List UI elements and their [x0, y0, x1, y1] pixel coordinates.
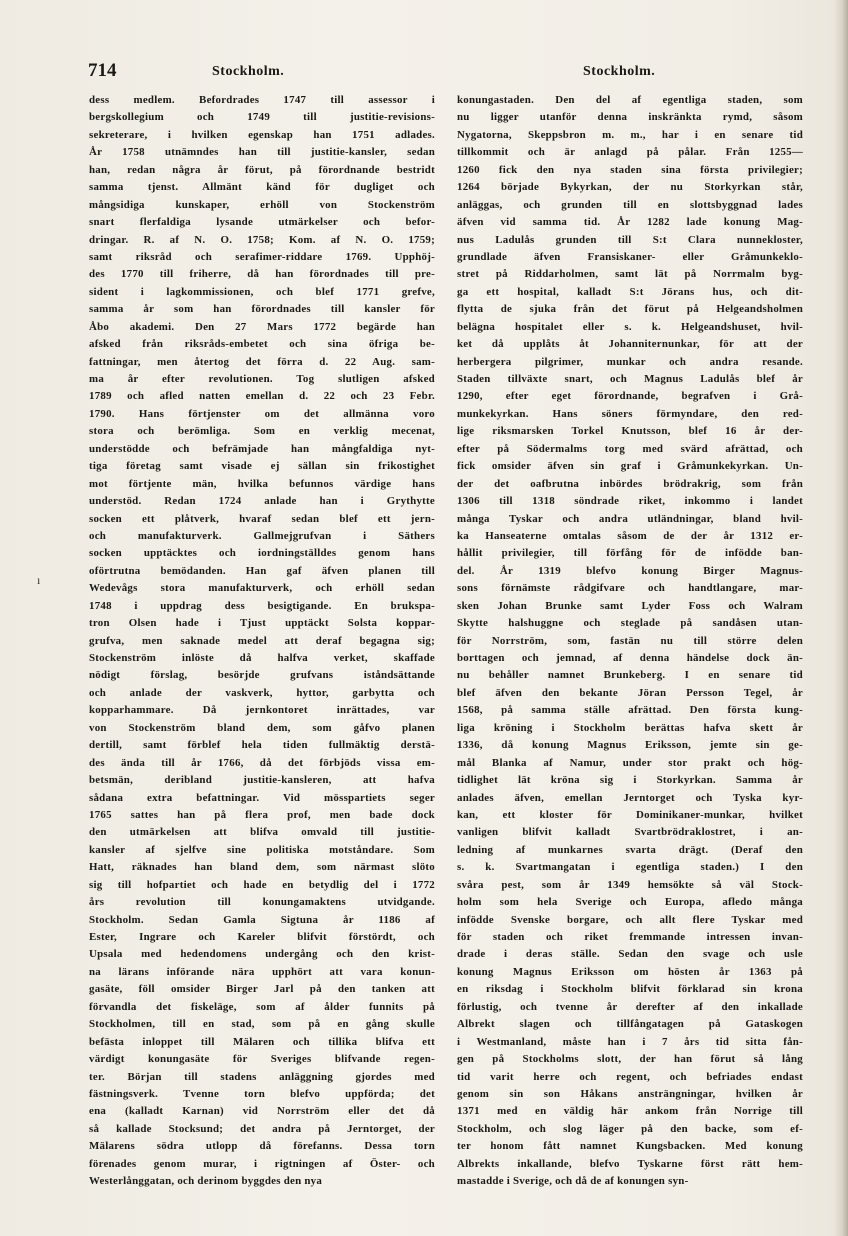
text-line: ka Hanseaterne omtalas såsom de der år 1312 er-: [457, 529, 803, 542]
text-line: anlades äfven, emellan Jerntorget och Tyska kyr-: [457, 791, 803, 804]
text-line: konung Magnus Eriksson om hösten år 1363 på: [457, 965, 803, 978]
text-line: socken ett plåtverk, hvaraf sedan blef ett jern-: [89, 512, 435, 525]
text-line: ledning af munkarnes svarta drägt. (Deraf den: [457, 843, 803, 856]
text-line: Hatt, räknades han bland dem, som närmast slöto: [89, 861, 435, 874]
text-line: 1336, då konung Magnus Eriksson, jemte sin ge-: [457, 739, 803, 752]
text-line: von Stockenström bland dem, som gåfvo planen: [89, 721, 435, 734]
text-line: hållit privilegier, till förfång för de infödde ban-: [457, 547, 803, 560]
text-line: nödigt förslag, besörjde grufvans iståndsättande: [89, 669, 435, 682]
text-line: mångsidiga kunskaper, erhöll von Stockenström: [89, 198, 435, 211]
text-line: samma tjenst. Allmänt känd för dugliget och: [89, 181, 435, 194]
text-line: sons förnämste rådgifvare och handtlangare, mar-: [457, 582, 803, 595]
text-line: betsmän, deribland justitie-kansleren, att hafva: [89, 774, 435, 787]
text-line: samma år som han förordnades till kansler för: [89, 303, 435, 316]
text-line: svåra pest, som år 1349 hemsökte så väl Stock-: [457, 878, 803, 891]
text-line: 1790. Hans förtjenster om det allmänna voro: [89, 407, 435, 420]
text-line: tron Olsen hade i Tjust upptäckt Solsta koppar-: [89, 617, 435, 630]
text-line: kopparhammare. Då jernkontoret inrättades, var: [89, 704, 435, 717]
text-line: 1260 fick den nya staden sina första privilegier;: [457, 163, 803, 176]
text-line: understödde och befrämjade han mångfaldiga nyt-: [89, 442, 435, 455]
text-line: sken Johan Brunke samt Lyder Foss och Walram: [457, 599, 803, 612]
text-line: gasäte, föll omsider Birger Jarl på den tanken att: [89, 983, 435, 996]
text-line: många Tyskar och andra utländningar, bland hvil-: [457, 512, 803, 525]
text-line: blef äfven den bekante Jöran Persson Tegel, år: [457, 686, 803, 699]
text-line: liga kröning i Stockholm berättas hafva skett år: [457, 721, 803, 734]
text-line: grundlade äfven Fransiskaner- eller Gråmunkeklo-: [457, 250, 803, 263]
text-line: genom sin son Håkans ansträngningar, hvilken år: [457, 1087, 803, 1100]
text-line: befästa inloppet till Mälaren och tillika blifva ett: [89, 1035, 435, 1048]
text-line: munkekyrkan. Hans söners förmyndare, den red-: [457, 407, 803, 420]
text-line: stret på Riddarholmen, samt lät på Norrmalm byg-: [457, 268, 803, 281]
text-line: nu behåller namnet Brunkeberg. I en senare tid: [457, 669, 803, 682]
text-line: Albrekts inkallande, blefvo Tyskarne först rätt hem-: [457, 1157, 803, 1170]
text-line: understöd. Redan 1724 anlade han i Grythytte: [89, 495, 435, 508]
left-column: [89, 92, 435, 1191]
text-line: sekreterare, i hvilken egenskap han 1751 adlades.: [89, 128, 435, 141]
text-line: Upsala med hedendomens undergång och den krist-: [89, 948, 435, 961]
text-line: års revolution till konungamaktens utvidgande.: [89, 896, 435, 909]
page-number: 714: [88, 60, 117, 81]
text-line: förvandla det fiskeläge, som af ålder funnits på: [89, 1000, 435, 1013]
text-line: belägna hospitalet eller s. k. Helgeandshuset, hvil-: [457, 320, 803, 333]
text-line: sådana extra befattningar. Vid mösspartiets seger: [89, 791, 435, 804]
text-line: för staden och riket fremmande intressen invan-: [457, 931, 803, 943]
text-line: dess medlem. Befordrades 1747 till assessor i: [89, 94, 435, 106]
text-line: 1306 till 1318 söndrade riket, inkommo i landet: [457, 495, 803, 508]
text-line: grufva, men saknade medel att deraf begagna sig;: [89, 634, 435, 647]
text-line: herbergera pilgrimer, munkar och andra resande.: [457, 355, 803, 368]
text-line: Stockenström inlöste då halfva verket, skaffade: [89, 652, 435, 664]
text-line: bergskollegium och 1749 till justitie-revisions-: [89, 111, 435, 124]
text-line: ket då upplåts åt Johanniternunkar, för att der: [457, 338, 803, 351]
text-line: Mälarens södra utlopp då förefanns. Dessa torn: [89, 1140, 435, 1153]
text-line: nus Ladulås grunden till S:t Clara nunnekloster,: [457, 233, 803, 246]
text-line: tidlighet lät kröna sig i Storkyrkan. Samma år: [457, 774, 803, 787]
text-line: fick omsider äfven sin graf i Gråmunkekyrkan. Un-: [457, 460, 803, 473]
text-line: kansler af sjelfve sine politiska motståndare. Som: [89, 843, 435, 856]
text-line: och manufakturverk. Gallmejgrufvan i Säthers: [89, 529, 435, 542]
text-line: i Westmanland, måste han i 7 års tid sitta fån-: [457, 1035, 803, 1048]
text-line: 1748 i uppdrag dess besigtigande. En brukspa-: [89, 599, 435, 612]
text-line: äfven vid samma tid. År 1282 lade konung Mag-: [457, 216, 803, 229]
text-line: afsked från riksråds-embetet och sina öfriga be-: [89, 338, 435, 351]
text-line: 1568, på samma ställe afrättad. Den första kung-: [457, 704, 803, 717]
text-line: förlustig, och tvenne år derefter af den inkallade: [457, 1000, 803, 1013]
text-line: Stockholm, och slog läger på den backe, som ef-: [457, 1122, 803, 1135]
text-line: mål Blanka af Namur, under stor prakt och hög-: [457, 756, 803, 769]
text-line: den utmärkelsen att blifva omvald till justitie-: [89, 826, 435, 839]
page-header: [88, 60, 768, 84]
text-line: 1290, efter eget förordnande, begrafven i Grå-: [457, 390, 803, 403]
text-line: Ester, Ingrare och Kareler blifvit förstördt, och: [89, 931, 435, 943]
page-edge-shadow: [834, 0, 848, 1236]
text-line: Staden tillväxte snart, och Magnus Ladulås blef år: [457, 373, 803, 385]
text-line: des ända till år 1766, då det förbjöds vissa em-: [89, 756, 435, 769]
text-line: mastadde i Sverige, och då de af konungen syn-: [457, 1175, 689, 1188]
text-line: gen på Stockholms slott, der han förut så lång: [457, 1053, 803, 1066]
text-line: tillkommit och är anlagd på pålar. Från 1255—: [457, 146, 803, 159]
text-line: Nygatorna, Skeppsbron m. m., har i en senare tid: [457, 128, 803, 141]
text-line: Skytte halshuggne och steglade på sandåsen utan-: [457, 617, 803, 630]
text-line: dertill, samt förblef hela tiden fullmäktig derstä-: [89, 739, 435, 752]
text-line: fästningsverk. Tvenne torn blefvo uppförda; det: [89, 1087, 435, 1100]
running-head-right: Stockholm.: [583, 64, 656, 79]
text-line: År 1758 utnämndes han till justitie-kansler, sedan: [89, 146, 435, 159]
text-line: Åbo akademi. Den 27 Mars 1772 begärde han: [89, 320, 435, 333]
text-line: ter honom fått namnet Kungsbacken. Med konung: [457, 1140, 803, 1153]
text-line: ga ett hospital, kalladt S:t Jörans hus, och dit-: [457, 285, 803, 298]
text-line: drade i deras ställe. Sedan den svage och usle: [457, 948, 803, 961]
right-column: [457, 92, 803, 1191]
text-line: na lärans införande nära upphört att vara konun-: [89, 965, 435, 978]
text-line: infödde Svenske borgare, och allt flere Tyskar med: [457, 913, 803, 926]
text-line: och anlade der vaskverk, hyttor, garbytta och: [89, 686, 435, 699]
text-line: flytta de sjuka från det förut på Helgeandsholmen: [457, 303, 803, 316]
text-line: holm som hela Sverige och Europa, afledo många: [457, 896, 803, 909]
text-line: dringar. R. af N. O. 1758; Kom. af N. O. 1759;: [89, 233, 435, 246]
text-line: socken upptäcktes och iordningställdes genom hans: [89, 547, 435, 560]
text-line: der det oafbrutna inbördes brödrakrig, som från: [457, 477, 803, 490]
text-line: lige riksmarsken Torkel Knutsson, blef 16 år der-: [457, 425, 803, 438]
text-line: konungastaden. Den del af egentliga staden, som: [457, 94, 803, 106]
text-line: mot förtjente män, hvilka befunnos värdige hans: [89, 477, 435, 490]
text-line: anläggas, och grunden till en slottsbyggnad lades: [457, 198, 803, 211]
text-line: så kallade Stocksund; det andra på Jerntorget, der: [89, 1122, 435, 1135]
text-line: del. År 1319 blefvo konung Birger Magnus-: [457, 564, 803, 577]
text-line: 1264 började Bykyrkan, der nu Storkyrkan står,: [457, 181, 803, 194]
text-line: fattningar, men återtog det förra d. 22 Aug. sam-: [89, 355, 435, 368]
text-line: för Norrström, som, fastän nu till större delen: [457, 634, 803, 647]
text-line: vanligen blifvit kalladt Svartbrödraklostret, i an-: [457, 826, 803, 839]
text-line: han, redan några år förut, på förordnande bestridt: [89, 163, 435, 176]
text-line: en riksdag i Stockholm blifvit förklarad sin krona: [457, 983, 803, 996]
text-line: snart flerfaldiga lysande utmärkelser och befor-: [89, 216, 435, 229]
text-line: nu ligger utanför denna inskränkta rymd, såsom: [457, 111, 803, 124]
text-line: des 1770 till friherre, då han förordnades till pre-: [89, 268, 435, 281]
running-head-left: Stockholm.: [212, 64, 285, 79]
text-line: Wedevågs stora manufakturverk, och erhöll sedan: [89, 582, 435, 595]
text-line: tiga företag samt visade ej sällan sin frikostighet: [89, 460, 435, 473]
text-line: 1789 och afled natten emellan d. 22 och 23 Febr.: [89, 390, 435, 403]
text-line: ma år efter revolutionen. Tog slutligen afsked: [89, 373, 435, 385]
text-line: Albrekt slagen och tillfångatagen på Gataskogen: [457, 1018, 803, 1031]
text-line: 1765 sattes han på flera prof, men bade dock: [89, 808, 435, 821]
text-line: Stockholm. Sedan Gamla Sigtuna år 1186 af: [89, 913, 435, 926]
margin-mark: ı: [37, 573, 41, 587]
text-line: ter. Början till stadens anläggning gjordes med: [89, 1070, 435, 1083]
text-line: sident i lagkommissionen, och blef 1771 grefve,: [89, 285, 435, 298]
text-line: tid varit herre och regent, och befriades endast: [457, 1070, 803, 1083]
text-line: värdigt konungasäte för Sveriges blifvande regen-: [89, 1053, 435, 1066]
text-line: Westerlånggatan, och derinom byggdes den nya: [89, 1175, 323, 1188]
text-line: borttagen och jemnad, af denna händelse dock än-: [457, 652, 803, 664]
text-line: stora och berömliga. Som en verklig mecenat,: [89, 425, 435, 438]
text-line: efter på Södermalms torg med svärd afrättad, och: [457, 442, 803, 455]
text-line: s. k. Svartmangatan i egentliga staden.) I den: [457, 861, 803, 874]
text-line: oförtrutna bemödanden. Han gaf äfven planen till: [89, 564, 435, 577]
text-line: sig till hofpartiet och hade en betydlig del i 1772: [89, 878, 435, 891]
text-line: samt riksråd och serafimer-riddare 1769. Upphöj-: [89, 250, 435, 263]
text-line: Stockholmen, till en stad, som på en gång skulle: [89, 1018, 435, 1031]
text-line: kan, ett kloster för Dominikaner-munkar, hvilket: [457, 808, 803, 821]
text-line: förenades genom murar, i rigtningen af Öster- och: [89, 1157, 435, 1170]
text-line: 1371 med en väldig här ankom från Norrige till: [457, 1105, 803, 1118]
text-line: ena (kalladt Karnan) vid Norrström eller det då: [89, 1105, 435, 1118]
